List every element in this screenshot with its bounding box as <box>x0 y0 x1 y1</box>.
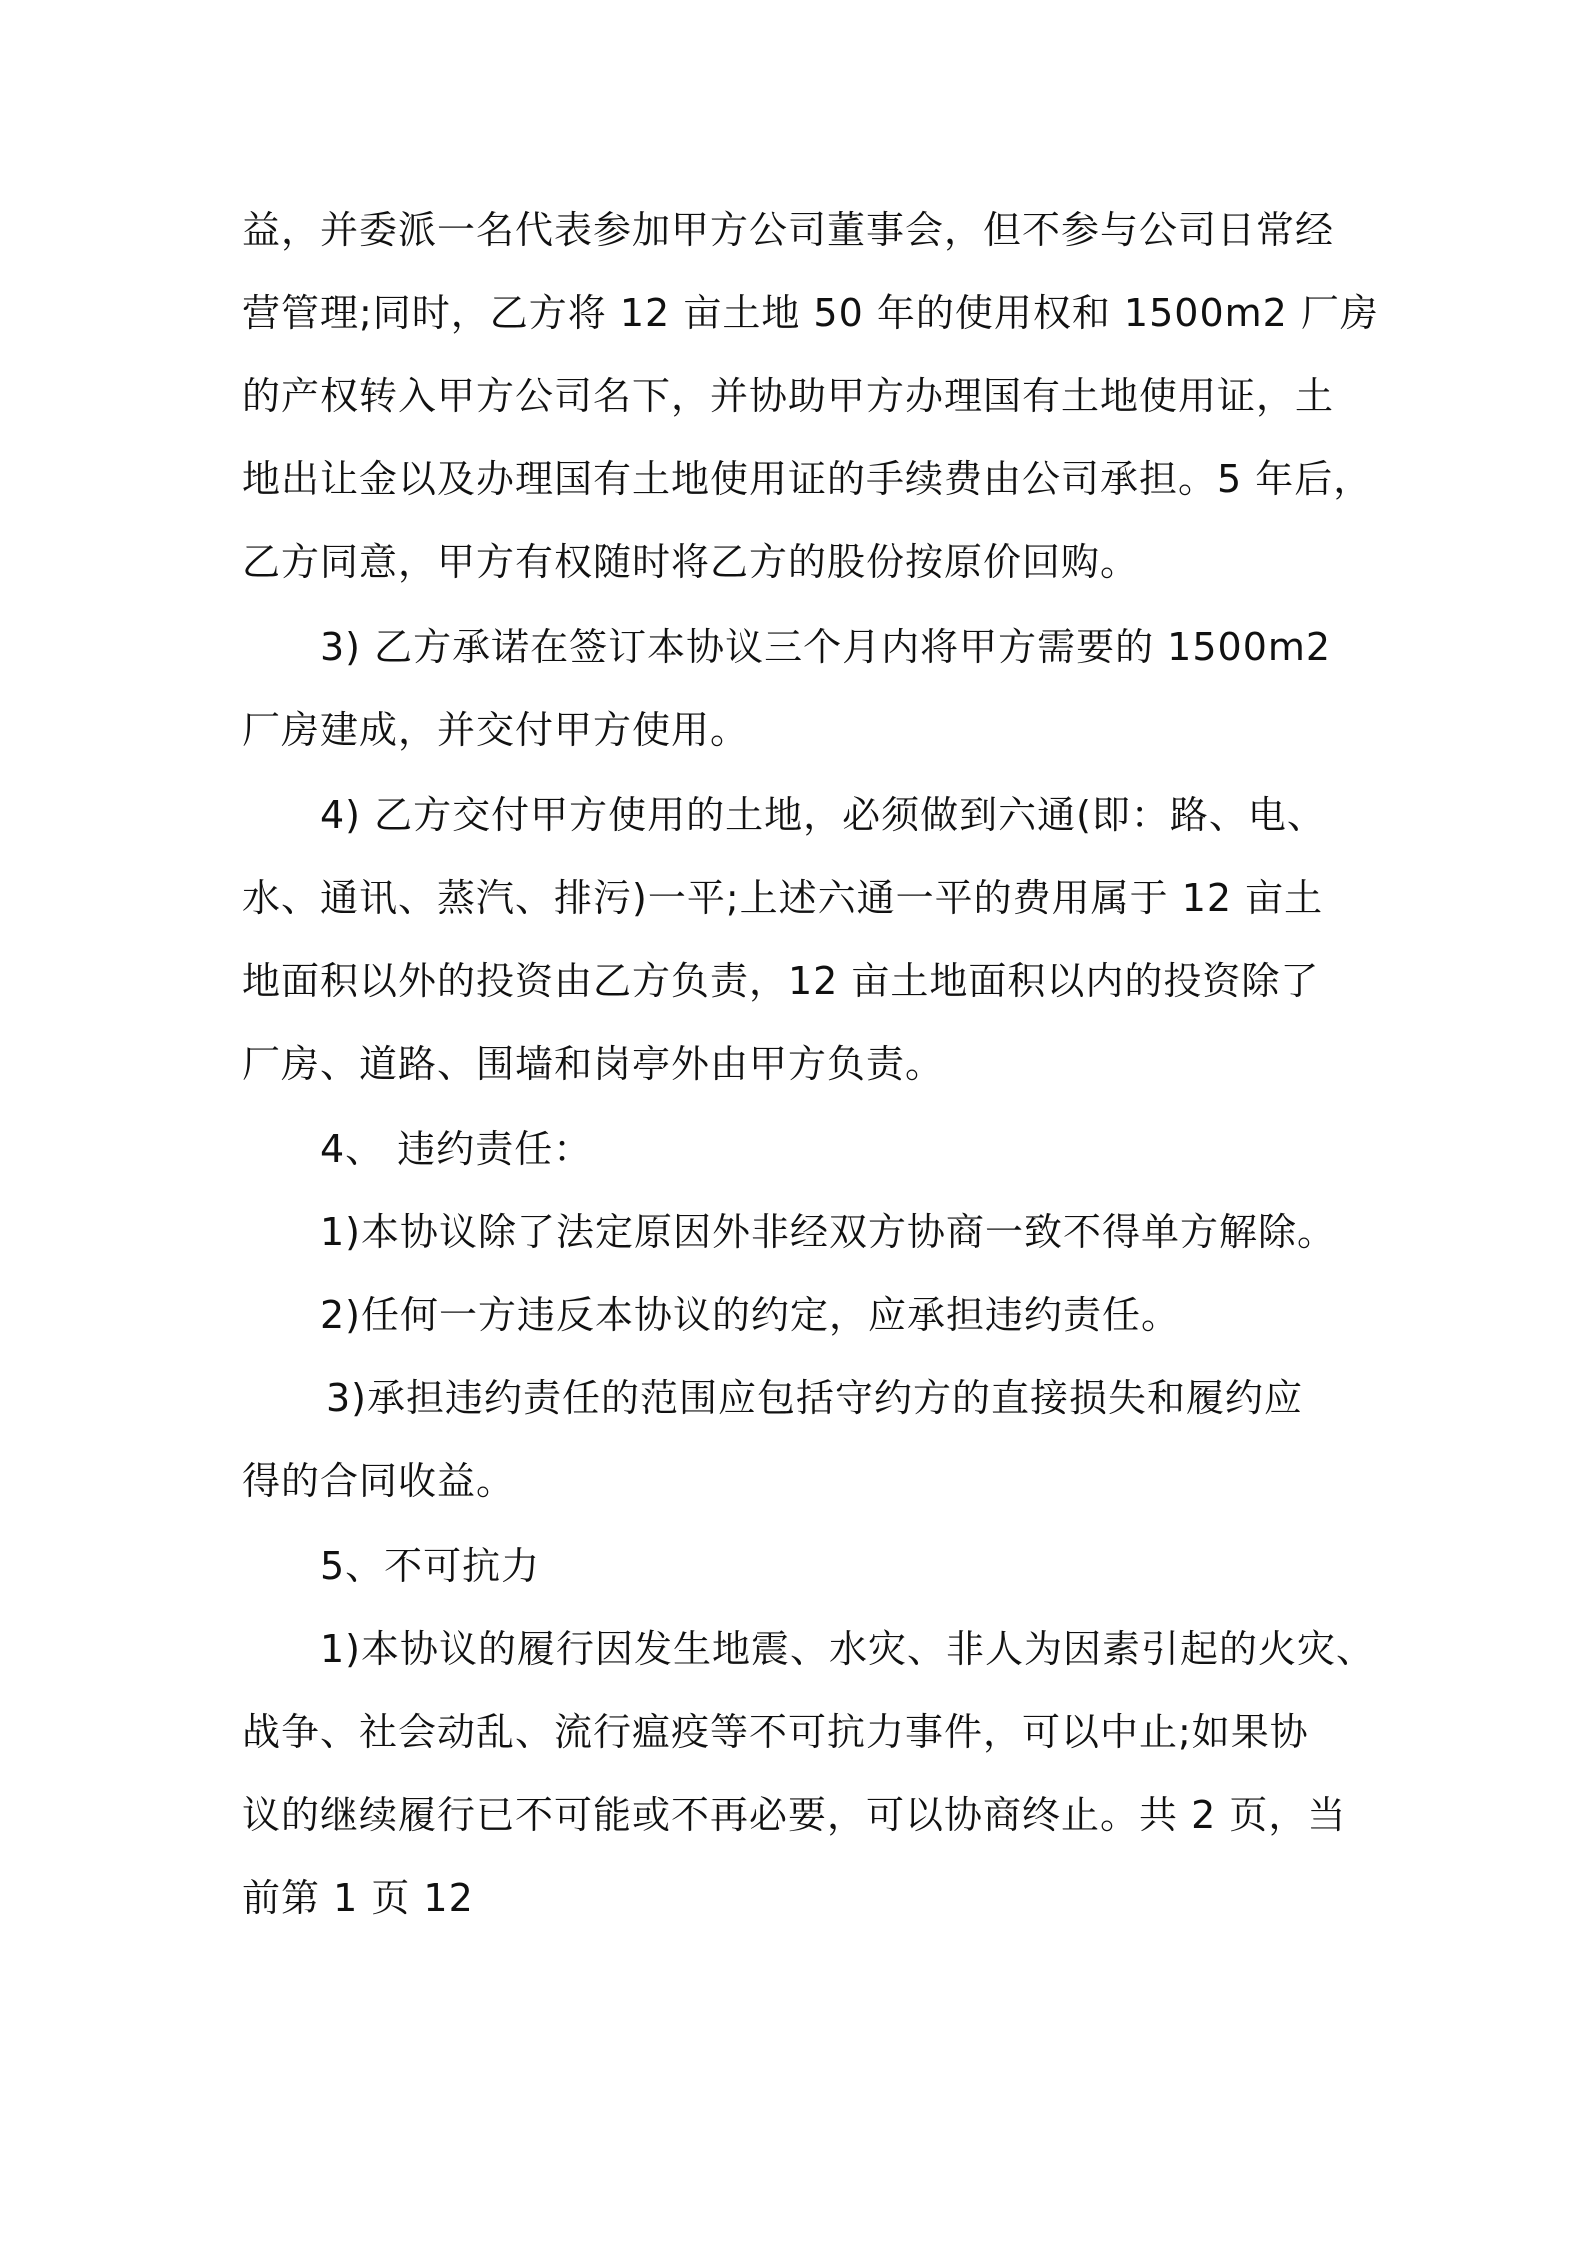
text-line: 战争、社会动乱、流行瘟疫等不可抗力事件，可以中止;如果协 <box>242 1710 1309 1754</box>
breach-item-1: 1)本协议除了法定原因外非经双方协商一致不得单方解除。 <box>320 1210 1337 1254</box>
breach-item-3: 3)承担违约责任的范围应包括守约方的直接损失和履约应 <box>326 1376 1304 1420</box>
text-line: 得的合同收益。 <box>242 1459 516 1503</box>
page-footer-text: 前第 1 页 12 <box>242 1876 474 1920</box>
text-line: 的产权转入甲方公司名下，并协助甲方办理国有土地使用证，土 <box>242 374 1335 418</box>
section-heading-force-majeure: 5、不可抗力 <box>320 1544 541 1588</box>
breach-item-2: 2)任何一方违反本协议的约定，应承担违约责任。 <box>320 1293 1181 1337</box>
section-heading-breach: 4、 违约责任： <box>320 1127 593 1171</box>
text-line: 益，并委派一名代表参加甲方公司董事会，但不参与公司日常经 <box>242 208 1335 252</box>
clause-4-line: 4) 乙方交付甲方使用的土地，必须做到六通(即：路、电、 <box>320 793 1326 837</box>
force-majeure-item-1: 1)本协议的履行因发生地震、水灾、非人为因素引起的火灾、 <box>320 1627 1376 1671</box>
text-line: 厂房、道路、围墙和岗亭外由甲方负责。 <box>242 1042 945 1086</box>
text-line: 厂房建成，并交付甲方使用。 <box>242 708 750 752</box>
text-line: 议的继续履行已不可能或不再必要，可以协商终止。共 2 页，当 <box>242 1793 1347 1837</box>
clause-3-line: 3) 乙方承诺在签订本协议三个月内将甲方需要的 1500m2 <box>320 625 1332 669</box>
text-line: 营管理;同时，乙方将 12 亩土地 50 年的使用权和 1500m2 厂房 <box>242 291 1379 335</box>
text-line: 地出让金以及办理国有土地使用证的手续费由公司承担。5 年后， <box>242 457 1373 501</box>
text-line: 地面积以外的投资由乙方负责，12 亩土地面积以内的投资除了 <box>242 959 1320 1003</box>
text-line: 水、通讯、蒸汽、排污)一平;上述六通一平的费用属于 12 亩土 <box>242 876 1324 920</box>
text-line: 乙方同意，甲方有权随时将乙方的股份按原价回购。 <box>242 540 1140 584</box>
